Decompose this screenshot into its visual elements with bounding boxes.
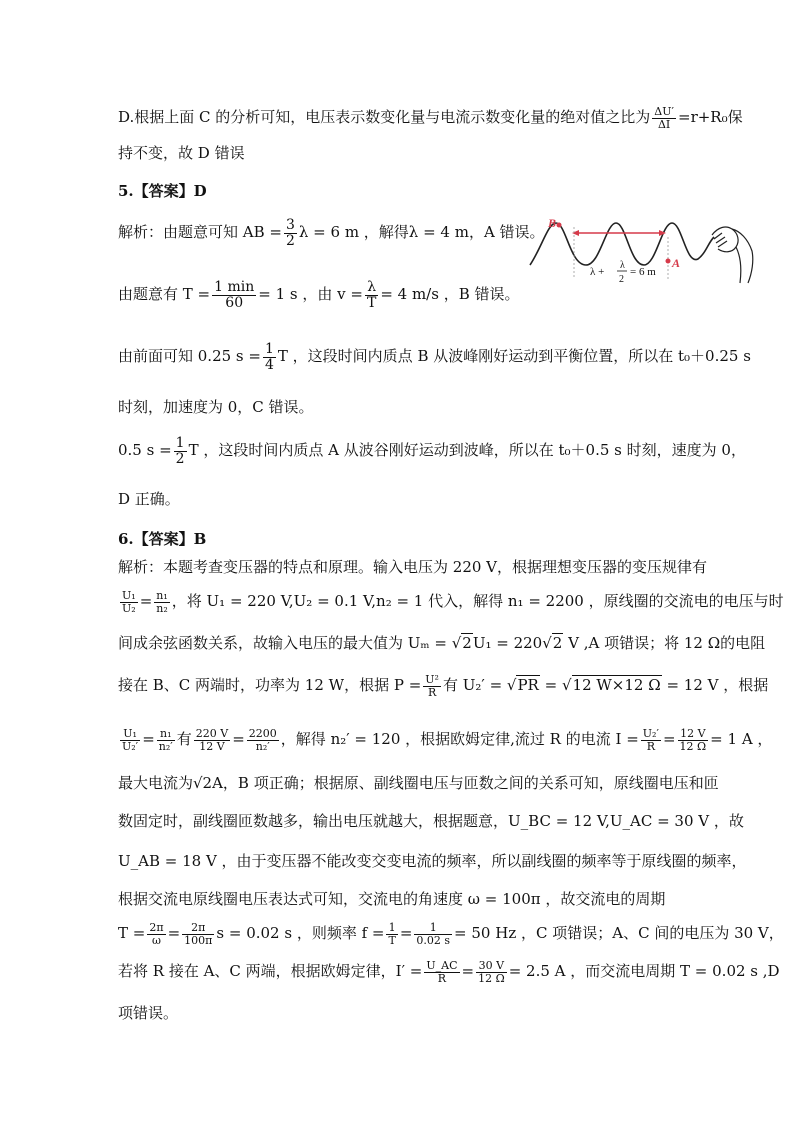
caption-right: = 6 m (630, 266, 656, 278)
fraction-denominator: R (646, 739, 656, 753)
sqrt-expression: √PR = √12 W×12 Ω (502, 676, 661, 695)
label-b: B (548, 216, 557, 230)
q5-answer-header (118, 182, 207, 200)
q5-line-6 (118, 490, 180, 508)
fraction-numerator: 1 (414, 922, 452, 935)
fraction-denominator: 4 (264, 356, 274, 373)
fraction (386, 922, 397, 946)
q5-line-5 (118, 436, 746, 466)
arrow-head-left (572, 230, 579, 236)
text: 有 U₂′ = (442, 676, 503, 695)
caption-num: λ (620, 260, 625, 271)
text: ，解得 n₂′ = 120 ，根据欧姆定律,流过 R 的电流 I = (280, 730, 639, 749)
fraction (120, 728, 140, 752)
q6-line-10: T = $\frac{2\pi}{\omega}$ = $\frac{2\pi}{100\pi}$ s = 0.02 s ，则频率 f = $\frac{1}{T}$ = $\frac{1}{0.02 s}$ = 50 Hz ，C 项错误；A、C 间的电压为 30 V， (118, 921, 784, 947)
fraction-denominator: R (437, 971, 447, 985)
fraction-denominator: 12 Ω (478, 971, 505, 985)
q6-line-12 (118, 1004, 178, 1022)
fraction-numerator: 1 (175, 435, 185, 451)
q5-line-4 (118, 398, 314, 416)
text: V ,A 项错误；将 12 Ω的电阻 (568, 634, 766, 652)
fraction-numerator: n₁ (156, 589, 168, 602)
fraction (365, 280, 378, 310)
text: T ，这段时间内质点 A 从波谷刚好运动到波峰，所以在 t₀＋0.5 s 时刻，速度为 0， (188, 441, 746, 460)
fraction-numerator: 2π (149, 921, 164, 934)
text: 0.5 s = (118, 441, 172, 460)
fraction-numerator: U_AC (426, 959, 458, 972)
text: D.根据上面 C 的分析可知，电压表示数变化量与电流示数变化量的绝对值之比为 (118, 108, 651, 127)
fraction (120, 590, 138, 614)
text: 持不变，故 D 错误 (118, 144, 245, 162)
fraction (652, 106, 676, 130)
q6-line-9 (118, 890, 665, 908)
fraction-denominator: n₂ (156, 601, 168, 615)
fraction-denominator: 2 (285, 232, 295, 249)
fraction-denominator: n₂′ (255, 739, 270, 753)
fraction-denominator: 100π (184, 933, 213, 947)
fraction-denominator: n₂′ (158, 739, 173, 753)
fraction (147, 922, 165, 946)
fraction-numerator: 3 (285, 217, 295, 233)
label-a: A (672, 256, 681, 270)
q6-line-5: $\frac{\text{U₁}}{\text{U₂′}}$ = $\frac{\text{n₁}}{\text{n₂′}}$ 有 $\frac{220 V}{12 V}$ = $\frac{2200}{\text{n₂′}}$ ，解得 n₂′ = 120 ，根据欧姆定律,流过 R 的电流 I = $\frac{\text{U₂′}}{R}$ = $\frac{12 V}{12 \Omega}$ = 1 A ， (122, 727, 773, 753)
q6-line-6 (118, 774, 719, 792)
d-line-2 (118, 144, 245, 162)
q6-line-8 (118, 852, 747, 870)
fraction (423, 674, 441, 698)
caption-left: λ + (590, 266, 605, 278)
fraction-numerator: λ (365, 280, 378, 296)
text: ，将 U₁ = 220 V,U₂ = 0.1 V,n₂ = 1 代入，解得 n₁ = 2200 ，原线圈的交流电的电压与时 (171, 592, 784, 611)
fraction-numerator: 2π (182, 922, 214, 935)
sqrt-expression: √2U₁ = 220√2 (451, 634, 563, 652)
fraction-numerator: ΔU′ (654, 105, 674, 118)
text: 6.【答案】B (118, 530, 207, 548)
fraction (212, 280, 256, 310)
fraction (414, 922, 452, 946)
text: 最大电流为√2A，B 项正确；根据原、副线圈电压与匝数之间的关系可知，原线圈电压和匝 (118, 774, 719, 792)
text: s = 0.02 s ，则频率 f = (216, 924, 385, 943)
d-line-1 (118, 106, 743, 130)
q5-line-3 (118, 342, 751, 372)
fraction (678, 728, 709, 752)
point-b (557, 223, 562, 228)
text: = 4 m/s ，B 错误。 (380, 285, 520, 304)
fraction-denominator: 60 (225, 294, 244, 311)
text: 根据交流电原线圈电压表达式可知，交流电的角速度 ω = 100π ，故交流电的周期 (118, 890, 666, 908)
wave-curve (530, 223, 714, 265)
fraction-denominator: 12 V (199, 739, 225, 753)
text: 数固定时，副线圈匝数越多，输出电压就越大，根据题意，U_BC = 12 V,U_AC = 30 V ，故 (118, 812, 744, 830)
fraction-numerator: 12 V (678, 728, 709, 741)
fraction-numerator: 220 V (195, 727, 229, 740)
fraction-numerator: 1 (386, 922, 397, 935)
fraction-numerator: 1 min (214, 279, 255, 295)
text: U_AB = 18 V ，由于变压器不能改变交变电流的频率，所以副线圈的频率等于原线圈的频率， (118, 852, 747, 870)
fraction (154, 590, 170, 614)
text: D 正确。 (118, 490, 180, 508)
text: 由题意有 T = (118, 285, 211, 304)
text: 时刻，加速度为 0，C 错误。 (118, 398, 314, 416)
fraction-numerator: 30 V (476, 960, 507, 973)
q6-line-2 (118, 590, 784, 614)
fraction-denominator: 2 (175, 450, 185, 467)
text: =r+R₀保 (678, 108, 743, 127)
text: 解析：本题考查变压器的特点和原理。输入电压为 220 V，根据理想变压器的变压规律有 (118, 558, 708, 576)
text: 项错误。 (118, 1004, 179, 1022)
fraction-numerator: 1 (264, 341, 274, 357)
q6-line-3 (118, 634, 765, 652)
text: = 50 Hz ，C 项错误；A、C 间的电压为 30 V， (454, 924, 784, 943)
fraction-denominator: R (427, 685, 437, 699)
fraction-numerator: U₂′ (642, 727, 659, 740)
fraction-denominator: T (366, 294, 377, 311)
fraction-numerator: n₁ (157, 728, 175, 741)
fraction-denominator: T (388, 933, 396, 947)
text: 5.【答案】D (118, 182, 207, 200)
text: 间成余弦函数关系，故输入电压的最大值为 Uₘ = (118, 634, 452, 652)
text: 解析：由题意可知 AB = (118, 223, 282, 242)
fraction-numerator: U² (425, 673, 439, 686)
fraction-denominator: U₂′ (122, 739, 139, 753)
q5-line-1 (118, 218, 545, 248)
fraction (194, 728, 230, 752)
fraction-numerator: U₁ (122, 589, 136, 602)
fraction (174, 436, 187, 466)
caption-den: 2 (619, 274, 624, 285)
text: = 2.5 A ，而交流电周期 T = 0.02 s ,D (508, 962, 780, 981)
q6-line-7 (118, 812, 744, 830)
fraction (476, 960, 507, 984)
q5-line-2 (118, 280, 520, 310)
point-a (666, 259, 671, 264)
fraction-denominator: 0.02 s (416, 933, 451, 947)
text: λ = 6 m ，解得λ = 4 m，A 错误。 (298, 223, 545, 242)
fraction-denominator: ω (151, 933, 161, 947)
text: 若将 R 接在 A、C 两端，根据欧姆定律，I′ = (118, 962, 423, 981)
q6-line-11: 若将 R 接在 A、C 两端，根据欧姆定律，I′ = $\frac{U\_AC}{R}$ = $\frac{30 V}{12 \Omega}$ = 2.5 A ，而交流电周期 T = 0.02 s ,D (118, 959, 780, 985)
text: 由前面可知 0.25 s = (118, 347, 261, 366)
fraction-denominator: U₂ (122, 601, 136, 615)
equals: = (139, 592, 153, 611)
text: = 1 s ，由 v = (258, 285, 363, 304)
fraction-numerator: U₁ (120, 728, 140, 741)
fraction (263, 342, 276, 372)
q6-answer-header (118, 530, 206, 548)
fraction (284, 218, 297, 248)
fraction-denominator: ΔI (657, 117, 671, 131)
q6-line-1 (118, 558, 707, 576)
q6-line-4 (118, 674, 768, 698)
text: = 1 A ， (710, 730, 773, 749)
fraction-numerator: 2200 (248, 727, 277, 740)
fraction-denominator: 12 Ω (679, 739, 707, 753)
fraction (182, 922, 214, 946)
text: T = (118, 924, 146, 943)
fraction (641, 728, 661, 752)
wave-figure (526, 213, 756, 291)
text: 有 (176, 730, 192, 749)
text: T ，这段时间内质点 B 从波峰刚好运动到平衡位置，所以在 t₀＋0.25 s (277, 347, 751, 366)
fraction (157, 728, 175, 752)
text: = 12 V ，根据 (666, 676, 769, 695)
fraction (247, 728, 279, 752)
fraction (424, 960, 459, 984)
text: 接在 B、C 两端时，功率为 12 W，根据 P = (118, 676, 422, 695)
hand-icon (712, 227, 753, 283)
